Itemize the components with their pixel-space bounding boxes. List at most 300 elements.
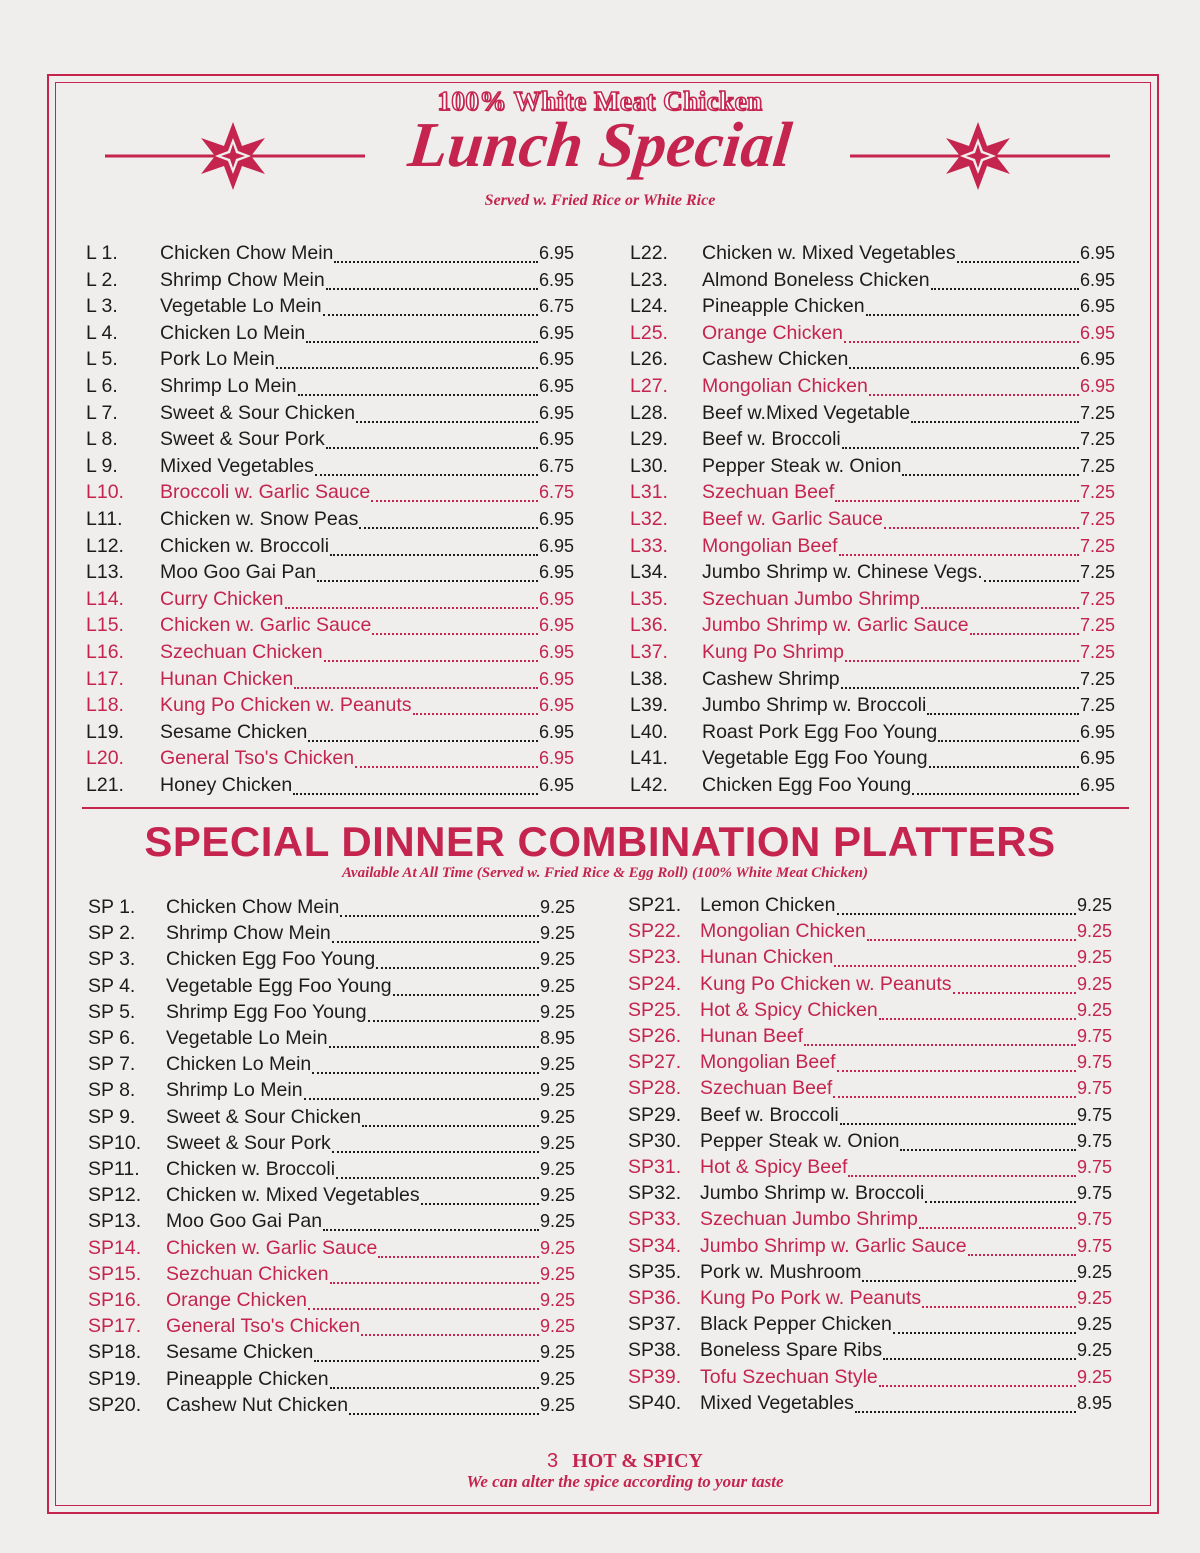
dot-leader [315,474,538,476]
item-name: Chicken Lo Mein [160,321,306,344]
item-number: SP20. [88,1393,142,1416]
item-name: Pork Lo Mein [160,348,275,371]
menu-item [88,1132,575,1158]
item-price: 7.25 [1079,509,1115,529]
dot-leader [330,554,538,556]
dot-leader [834,965,1076,967]
dot-leader [308,1308,539,1310]
item-number: SP29. [628,1103,682,1126]
item-price: 7.25 [1079,562,1115,583]
item-name: Sweet & Sour Chicken [166,1105,362,1128]
menu-item [88,1315,575,1341]
item-price: 9.25 [1076,999,1112,1020]
item-price: 9.75 [1076,1052,1112,1073]
item-price: 6.95 [538,721,574,742]
menu-item [630,508,1115,534]
item-price: 6.95 [1079,243,1115,263]
item-price: 9.25 [1076,1366,1112,1387]
menu-item [86,348,574,374]
item-name: Cashew Shrimp [702,667,840,690]
item-name: General Tso's Chicken [160,747,355,770]
item-number: L11. [86,508,123,530]
item-number: SP 5. [88,1000,136,1023]
menu-item [628,1313,1112,1339]
item-name: Orange Chicken [166,1289,307,1311]
dot-leader [336,1177,539,1179]
item-number: SP 6. [88,1027,136,1049]
dot-leader [984,580,1079,582]
item-price: 9.25 [1076,947,1112,968]
item-name: Hunan Chicken [160,667,294,690]
item-price: 9.25 [539,1394,575,1415]
item-number: L41. [630,747,668,770]
item-number: SP32. [628,1182,682,1205]
item-name: General Tso's Chicken [166,1315,361,1338]
item-price: 7.25 [1079,642,1115,662]
dot-leader [919,1227,1076,1229]
item-price: 7.25 [1079,615,1115,636]
item-price: 9.25 [539,949,575,970]
dot-leader [413,713,538,715]
dot-leader [306,341,538,343]
item-name: Kung Po Pork w. Peanuts [700,1287,922,1309]
item-price: 6.95 [538,775,574,795]
item-name: Chicken Egg Foo Young [702,774,912,796]
item-name: Chicken w. Broccoli [160,534,330,557]
dot-leader [925,1201,1076,1203]
item-number: L38. [630,667,668,690]
dot-leader [317,580,538,582]
menu-item [88,1263,575,1289]
item-number: SP 8. [88,1079,136,1102]
item-name: Broccoli w. Garlic Sauce [160,481,371,504]
item-number: L 8. [86,428,118,451]
item-number: L33. [630,534,668,557]
item-number: L37. [630,641,668,663]
item-number: SP 4. [88,974,136,997]
footer-label: HOT & SPICY [572,1450,703,1472]
item-price: 6.95 [538,695,574,716]
item-name: Jumbo Shrimp w. Garlic Sauce [702,614,969,637]
item-name: Chicken Chow Mein [166,896,340,918]
dot-leader [276,367,538,369]
item-name: Szechuan Jumbo Shrimp [702,587,920,610]
menu-item [628,1051,1112,1077]
dot-leader [931,288,1079,290]
item-price: 7.25 [1079,668,1115,689]
dot-leader [848,1175,1076,1177]
menu-item [628,1104,1112,1130]
menu-item [86,375,574,401]
item-name: Chicken w. Snow Peas [160,508,359,530]
item-name: Roast Pork Egg Foo Young [702,720,938,743]
item-number: L14. [86,587,124,610]
item-number: L39. [630,694,668,717]
menu-item [628,1392,1112,1418]
item-name: Vegetable Egg Foo Young [166,974,392,997]
menu-item [630,721,1115,747]
item-price: 9.25 [539,1263,575,1284]
item-price: 9.25 [539,1159,575,1179]
item-number: L 1. [86,242,118,264]
item-number: L13. [86,561,124,584]
dot-leader [938,740,1079,742]
item-price: 9.25 [1076,1261,1112,1282]
item-name: Cashew Nut Chicken [166,1393,349,1416]
menu-item [630,535,1115,561]
menu-item [630,614,1115,640]
dot-leader [879,1385,1076,1387]
menu-item [628,1366,1112,1392]
dot-leader [294,687,538,689]
item-number: L 3. [86,295,118,318]
item-price: 9.25 [539,1054,575,1075]
item-name: Chicken Chow Mein [160,242,334,264]
dot-leader [371,500,538,502]
item-number: L17. [86,667,124,690]
menu-item [88,1027,575,1053]
item-number: SP39. [628,1365,682,1388]
footer-legend [0,1450,1200,1473]
item-name: Chicken w. Garlic Sauce [166,1236,378,1259]
dot-leader [845,660,1079,662]
item-price: 6.95 [1079,748,1115,769]
item-name: Cashew Chicken [702,348,849,371]
item-name: Shrimp Chow Mein [166,922,331,945]
item-name: Hunan Chicken [700,946,834,969]
menu-item [86,269,574,295]
item-name: Almond Boneless Chicken [702,268,930,291]
item-price: 6.95 [538,349,574,370]
item-price: 6.95 [538,402,574,423]
menu-item [86,242,574,268]
item-number: SP15. [88,1262,142,1285]
item-price: 6.95 [538,322,574,343]
item-number: SP24. [628,972,682,995]
dot-leader [866,314,1079,316]
item-price: 9.25 [539,1106,575,1127]
menu-item [86,641,574,667]
dot-leader [835,500,1079,502]
item-number: L23. [630,268,668,291]
dot-leader [314,1360,539,1362]
item-name: Szechuan Chicken [160,641,323,663]
item-price: 9.25 [1076,895,1112,915]
item-price: 6.95 [1079,376,1115,396]
menu-item [630,561,1115,587]
item-name: Pineapple Chicken [166,1367,329,1390]
dot-leader [372,633,538,635]
item-price: 9.75 [1076,1157,1112,1177]
item-number: L34. [630,561,668,584]
item-number: SP14. [88,1236,142,1259]
item-price: 7.25 [1079,455,1115,476]
item-price: 6.95 [1079,775,1115,795]
item-name: Boneless Spare Ribs [700,1339,883,1362]
dot-leader [900,1149,1075,1151]
item-name: Vegetable Lo Mein [166,1027,328,1049]
menu-item [630,694,1115,720]
item-number: SP36. [628,1287,682,1309]
item-number: SP22. [628,920,682,943]
menu-item [86,747,574,773]
item-price: 6.75 [538,482,574,503]
menu-item [628,1261,1112,1287]
item-price: 6.75 [538,296,574,317]
item-name: Sesame Chicken [160,720,308,743]
item-name: Sweet & Sour Pork [160,428,325,451]
menu-item [628,894,1112,920]
menu-item [86,322,574,348]
menu-item [630,774,1115,800]
dot-leader [927,713,1079,715]
item-number: L 7. [86,401,118,424]
item-price: 9.25 [539,1342,575,1363]
item-number: L30. [630,454,668,477]
item-name: Chicken w. Mixed Vegetables [702,242,956,264]
menu-item [630,322,1115,348]
item-name: Pepper Steak w. Onion [702,454,902,477]
menu-item [86,402,574,428]
item-name: Mixed Vegetables [700,1391,854,1414]
item-number: L12. [86,534,124,557]
item-price: 9.25 [539,1368,575,1389]
menu-item [630,348,1115,374]
dot-leader [330,1387,539,1389]
item-number: L 2. [86,268,118,291]
dot-leader [883,1358,1076,1360]
menu-item [628,1339,1112,1365]
menu-item [630,375,1115,401]
item-name: Pineapple Chicken [702,295,865,318]
dot-leader [334,261,538,263]
item-number: SP 2. [88,922,136,945]
item-number: L25. [630,321,668,344]
item-number: SP19. [88,1367,142,1390]
item-name: Kung Po Chicken w. Peanuts [160,694,412,717]
menu-item [628,1156,1112,1182]
menu-item [630,402,1115,428]
item-number: SP37. [628,1313,682,1336]
dot-leader [332,941,539,943]
dot-leader [421,1203,539,1205]
menu-item [630,481,1115,507]
menu-item [86,694,574,720]
dot-leader [362,1125,539,1127]
item-price: 9.75 [1076,1183,1112,1204]
item-number: L21. [86,774,124,796]
dot-leader [884,527,1079,529]
menu-item [630,428,1115,454]
item-name: Chicken Egg Foo Young [166,948,376,971]
menu-item [86,614,574,640]
item-name: Mongolian Chicken [702,375,868,397]
menu-item [86,295,574,321]
menu-item [88,1053,575,1079]
item-number: SP40. [628,1391,682,1414]
item-name: Chicken w. Mixed Vegetables [166,1184,420,1207]
item-price: 6.75 [538,455,574,476]
dot-leader [308,740,538,742]
menu-item [86,668,574,694]
item-price: 6.95 [538,509,574,529]
header-subtitle: Served w. Fried Rice or White Rice [484,192,716,209]
item-name: Mongolian Beef [702,534,838,557]
page-title: Lunch Special [405,109,795,180]
item-price: 9.75 [1076,1130,1112,1151]
menu-item [88,1289,575,1315]
menu-item [630,641,1115,667]
item-name: Curry Chicken [160,587,284,610]
menu-item [628,973,1112,999]
dot-leader [968,1254,1076,1256]
dot-leader [839,554,1079,556]
footer-number: 3 [547,1450,559,1472]
menu-item [630,295,1115,321]
item-name: Lemon Chicken [700,894,836,916]
item-number: L16. [86,641,124,663]
item-name: Beef w. Garlic Sauce [702,508,884,530]
dot-leader [330,1282,539,1284]
item-price: 9.75 [1076,1235,1112,1256]
dot-leader [376,967,539,969]
item-number: SP 3. [88,948,136,971]
item-number: SP27. [628,1051,682,1074]
item-price: 6.95 [538,615,574,636]
dot-leader [837,913,1076,915]
item-price: 7.25 [1079,429,1115,450]
item-name: Moo Goo Gai Pan [166,1210,323,1233]
item-price: 7.25 [1079,588,1115,609]
item-price: 6.95 [1079,269,1115,290]
menu-item [630,588,1115,614]
item-price: 9.75 [1076,1026,1112,1046]
menu-item [88,975,575,1001]
menu-item [628,1025,1112,1051]
item-number: L 9. [86,454,118,477]
item-price: 6.95 [1079,322,1115,343]
item-name: Tofu Szechuan Style [700,1365,878,1388]
menu-item [630,668,1115,694]
item-price: 9.25 [539,1211,575,1232]
dot-leader [855,1411,1076,1413]
item-number: SP31. [628,1156,682,1178]
dot-leader [902,474,1078,476]
item-price: 6.95 [1079,721,1115,742]
item-name: Jumbo Shrimp w. Garlic Sauce [700,1234,967,1257]
dot-leader [361,1334,539,1336]
dot-leader [957,261,1079,263]
item-price: 8.95 [1076,1392,1112,1413]
item-name: Shrimp Lo Mein [160,375,297,397]
item-number: SP21. [628,894,682,916]
item-price: 9.25 [539,1080,575,1101]
menu-item [86,535,574,561]
menu-item [86,481,574,507]
item-price: 6.95 [1079,296,1115,317]
item-name: Mongolian Beef [700,1051,836,1074]
item-name: Vegetable Egg Foo Young [702,747,928,770]
item-number: L15. [86,614,124,637]
dot-leader [879,1018,1076,1020]
item-price: 6.95 [538,429,574,450]
dot-leader [893,1332,1076,1334]
item-number: SP 1. [88,896,136,918]
item-name: Chicken Lo Mein [166,1053,312,1076]
item-number: SP35. [628,1260,682,1283]
item-number: L 5. [86,348,118,371]
menu-item [88,1106,575,1132]
item-name: Sezchuan Chicken [166,1262,329,1285]
menu-item [86,455,574,481]
item-price: 6.95 [538,588,574,609]
item-number: SP12. [88,1184,142,1207]
menu-item [88,1394,575,1420]
menu-item [86,428,574,454]
item-price: 7.25 [1079,695,1115,716]
menu-item [630,242,1115,268]
item-number: SP38. [628,1339,682,1362]
dot-leader [869,394,1079,396]
menu-item [630,269,1115,295]
dot-leader [349,1413,539,1415]
item-number: SP13. [88,1210,142,1233]
item-name: Jumbo Shrimp w. Chinese Vegs. [702,561,983,584]
item-name: Sweet & Sour Chicken [160,401,356,424]
dot-leader [329,1046,539,1048]
dot-leader [293,793,538,795]
item-name: Szechuan Beef [702,481,835,504]
item-price: 6.95 [538,562,574,583]
item-number: SP 7. [88,1053,136,1076]
item-number: L24. [630,295,668,318]
dot-leader [332,1151,539,1153]
item-name: Pepper Steak w. Onion [700,1129,900,1152]
item-name: Beef w. Broccoli [700,1103,839,1126]
dot-leader [312,1072,539,1074]
item-name: Black Pepper Chicken [700,1313,892,1336]
dot-leader [922,1306,1076,1308]
footer-note: We can alter the spice according to your taste [466,1472,784,1491]
menu-item [88,1001,575,1027]
menu-item [628,946,1112,972]
menu-item [88,1079,575,1105]
item-name: Jumbo Shrimp w. Broccoli [702,694,927,717]
menu-item [88,1237,575,1263]
item-price: 9.25 [1076,973,1112,994]
item-name: Hot & Spicy Beef [700,1156,848,1178]
item-number: L 4. [86,321,118,344]
dot-leader [304,1098,539,1100]
item-number: SP34. [628,1234,682,1257]
dot-leader [340,915,539,917]
item-name: Chicken w. Broccoli [166,1158,336,1180]
menu-item [628,999,1112,1025]
item-price: 9.25 [1076,921,1112,942]
dot-leader [929,766,1079,768]
menu-item [88,1184,575,1210]
menu-item [88,896,575,922]
item-name: Orange Chicken [702,321,843,344]
item-name: Jumbo Shrimp w. Broccoli [700,1182,925,1205]
dot-leader [842,447,1079,449]
item-name: Szechuan Jumbo Shrimp [700,1208,918,1231]
item-number: L40. [630,720,668,743]
item-price: 6.95 [1079,349,1115,370]
item-price: 9.25 [539,1290,575,1310]
item-price: 6.95 [538,269,574,290]
item-name: Mongolian Chicken [700,920,866,943]
